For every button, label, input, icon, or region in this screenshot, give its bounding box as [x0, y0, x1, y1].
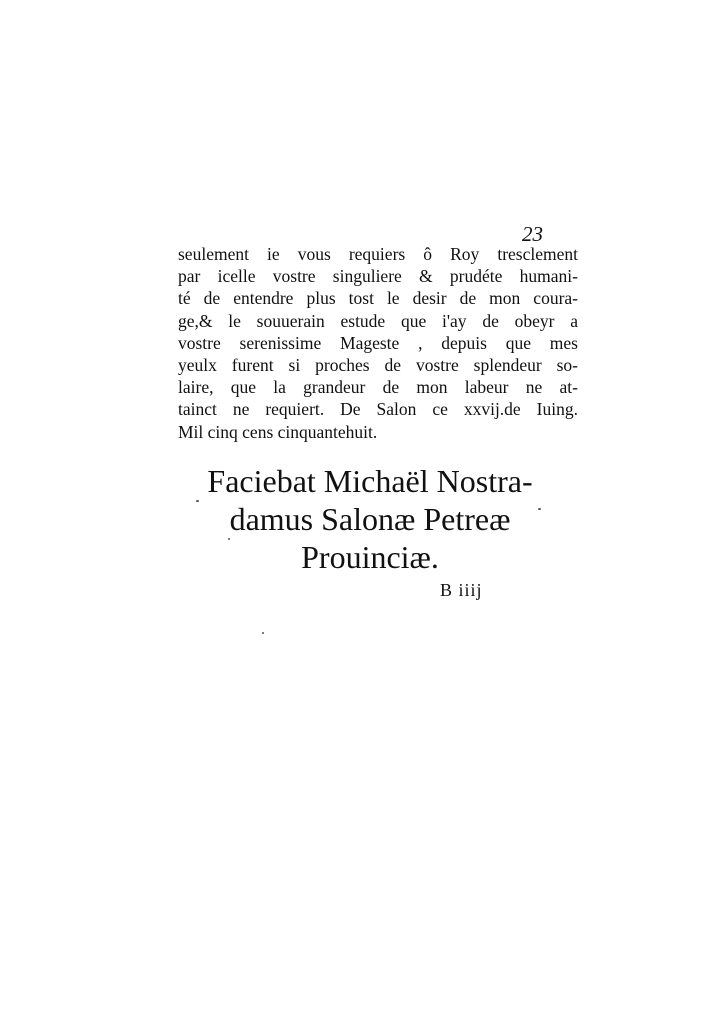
heading-line: damus Salonæ Petreæ [229, 501, 511, 537]
print-speck [262, 632, 264, 634]
heading-line: Prouinciæ. [301, 539, 439, 575]
body-line: laire, que la grandeur de mon labeur ne at- [178, 377, 578, 398]
body-line: té de entendre plus tost le desir de mon coura- [178, 288, 578, 309]
body-line: seulement ie vous requiers ô Roy tresclement [178, 244, 578, 264]
print-speck [196, 500, 199, 502]
print-speck [228, 538, 230, 540]
body-line: ge,& le souuerain estude que i'ay de obeyr a [178, 310, 578, 331]
signature-mark: B iiij [440, 580, 483, 600]
body-paragraph [178, 243, 578, 443]
page-number: 23 [522, 222, 543, 246]
body-line: yeulx furent si proches de vostre splendeur so- [178, 355, 578, 376]
print-speck [538, 508, 541, 510]
body-line: tainct ne requiert. De Salon ce xxvij.de Iuing. [178, 399, 578, 420]
body-line: Mil cinq cens cinquantehuit. [178, 421, 378, 442]
heading-line: Faciebat Michaël Nostra- [207, 463, 533, 499]
body-line: par icelle vostre singuliere & prudéte humani- [178, 266, 578, 287]
body-line: vostre serenissime Mageste , depuis que mes [178, 332, 578, 353]
closing-heading [170, 462, 570, 576]
